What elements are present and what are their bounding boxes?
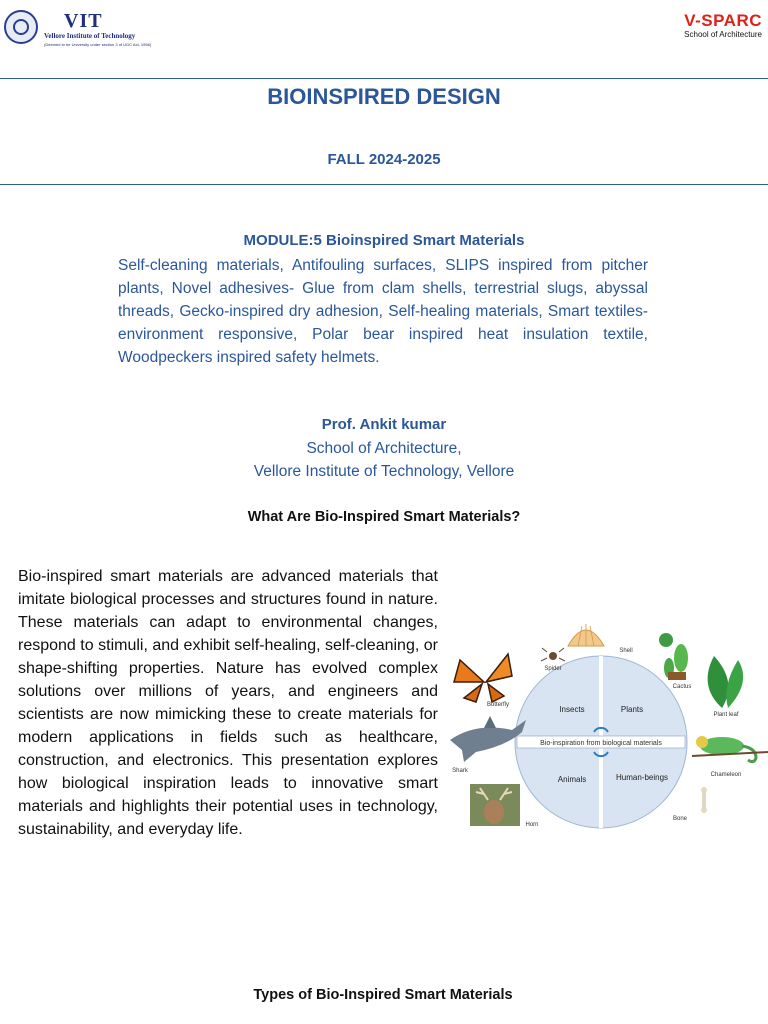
butterfly-icon <box>454 654 512 702</box>
example-label-horn: Horn <box>525 822 539 828</box>
course-term: FALL 2024-2025 <box>327 151 441 168</box>
example-label-shell: Shell <box>619 648 633 654</box>
vit-logo <box>4 10 152 50</box>
intro-paragraph: Bio-inspired smart materials are advanced materials that imitate biological processes and structures found in nature. These materials can adapt to environmental changes, respond to stimuli, and exhibit self-healing, self-cleaning, or shape-shifting properties. Nature has evolved complex solutions over millions of years, and engineers and scientists are now mimicking these to create materials for modern applications in fields such as healthcare, construction, and electronics. This presentation explores how biological inspiration leads to innovative smart materials and highlights their potential uses in technology, sustainability, and everyday life. <box>18 568 438 838</box>
quadrant-label-plants: Plants <box>620 705 644 714</box>
example-label-shark: Shark <box>452 768 468 774</box>
section-heading-types: Types of Bio-Inspired Smart Materials <box>253 987 513 1003</box>
plant-leaf-icon <box>708 656 744 708</box>
example-label-cactus: Cactus <box>672 684 692 690</box>
example-label-butterfly: Butterfly <box>486 702 510 708</box>
author-school: School of Architecture, <box>306 440 462 457</box>
author-institute: Vellore Institute of Technology, Vellore <box>253 463 515 479</box>
example-label-chameleon: Chameleon <box>710 772 742 778</box>
diagram-center-label: Bio-inspiration from biological materials <box>540 740 662 747</box>
vit-logo-subtitle: Vellore Institute of Technology <box>44 32 136 40</box>
shell-icon <box>568 624 604 646</box>
bone-icon <box>701 787 707 813</box>
title-divider <box>0 184 768 185</box>
cactus-icon <box>659 633 688 680</box>
quadrant-label-human-beings: Human-beings <box>615 773 669 782</box>
section-heading-what-are: What Are Bio-Inspired Smart Materials? <box>247 509 521 525</box>
horn-icon <box>470 784 520 826</box>
module-topics: Self-cleaning materials, Antifouling surfaces, SLIPS inspired from pitcher plants, Novel adhesives- Glue from clam shells, terrestrial slugs, abyssal threads, Gecko-inspired dry adhesion, Self-healing materials, Smart textiles-environment responsive, Polar bear inspired heat insulation textile, Woodpeckers inspired safety helmets. <box>118 257 648 366</box>
vit-logo-name: VIT <box>64 10 103 32</box>
vsparc-logo <box>672 12 762 42</box>
vsparc-logo-subtitle: School of Architecture <box>684 30 762 39</box>
vit-seal-icon <box>4 10 38 44</box>
example-label-bone: Bone <box>672 816 688 822</box>
example-label-spider: Spider <box>544 666 562 672</box>
header-divider <box>0 78 768 79</box>
quadrant-label-animals: Animals <box>557 775 587 784</box>
bio-inspiration-diagram <box>446 612 768 832</box>
example-label-plant-leaf: Plant leaf <box>713 712 739 718</box>
quadrant-label-insects: Insects <box>559 705 585 714</box>
diagram-svg <box>446 612 768 832</box>
vit-logo-fine-print: (Deemed to be University under section 3 of UGC Act, 1956) <box>44 42 152 47</box>
chameleon-icon <box>692 736 768 762</box>
author-name: Prof. Ankit kumar <box>321 416 447 433</box>
module-title: MODULE:5 Bioinspired Smart Materials <box>243 232 525 249</box>
spider-icon <box>541 648 565 661</box>
vsparc-logo-name: V-SPARC <box>684 11 762 30</box>
course-title: BIOINSPIRED DESIGN <box>267 84 501 109</box>
